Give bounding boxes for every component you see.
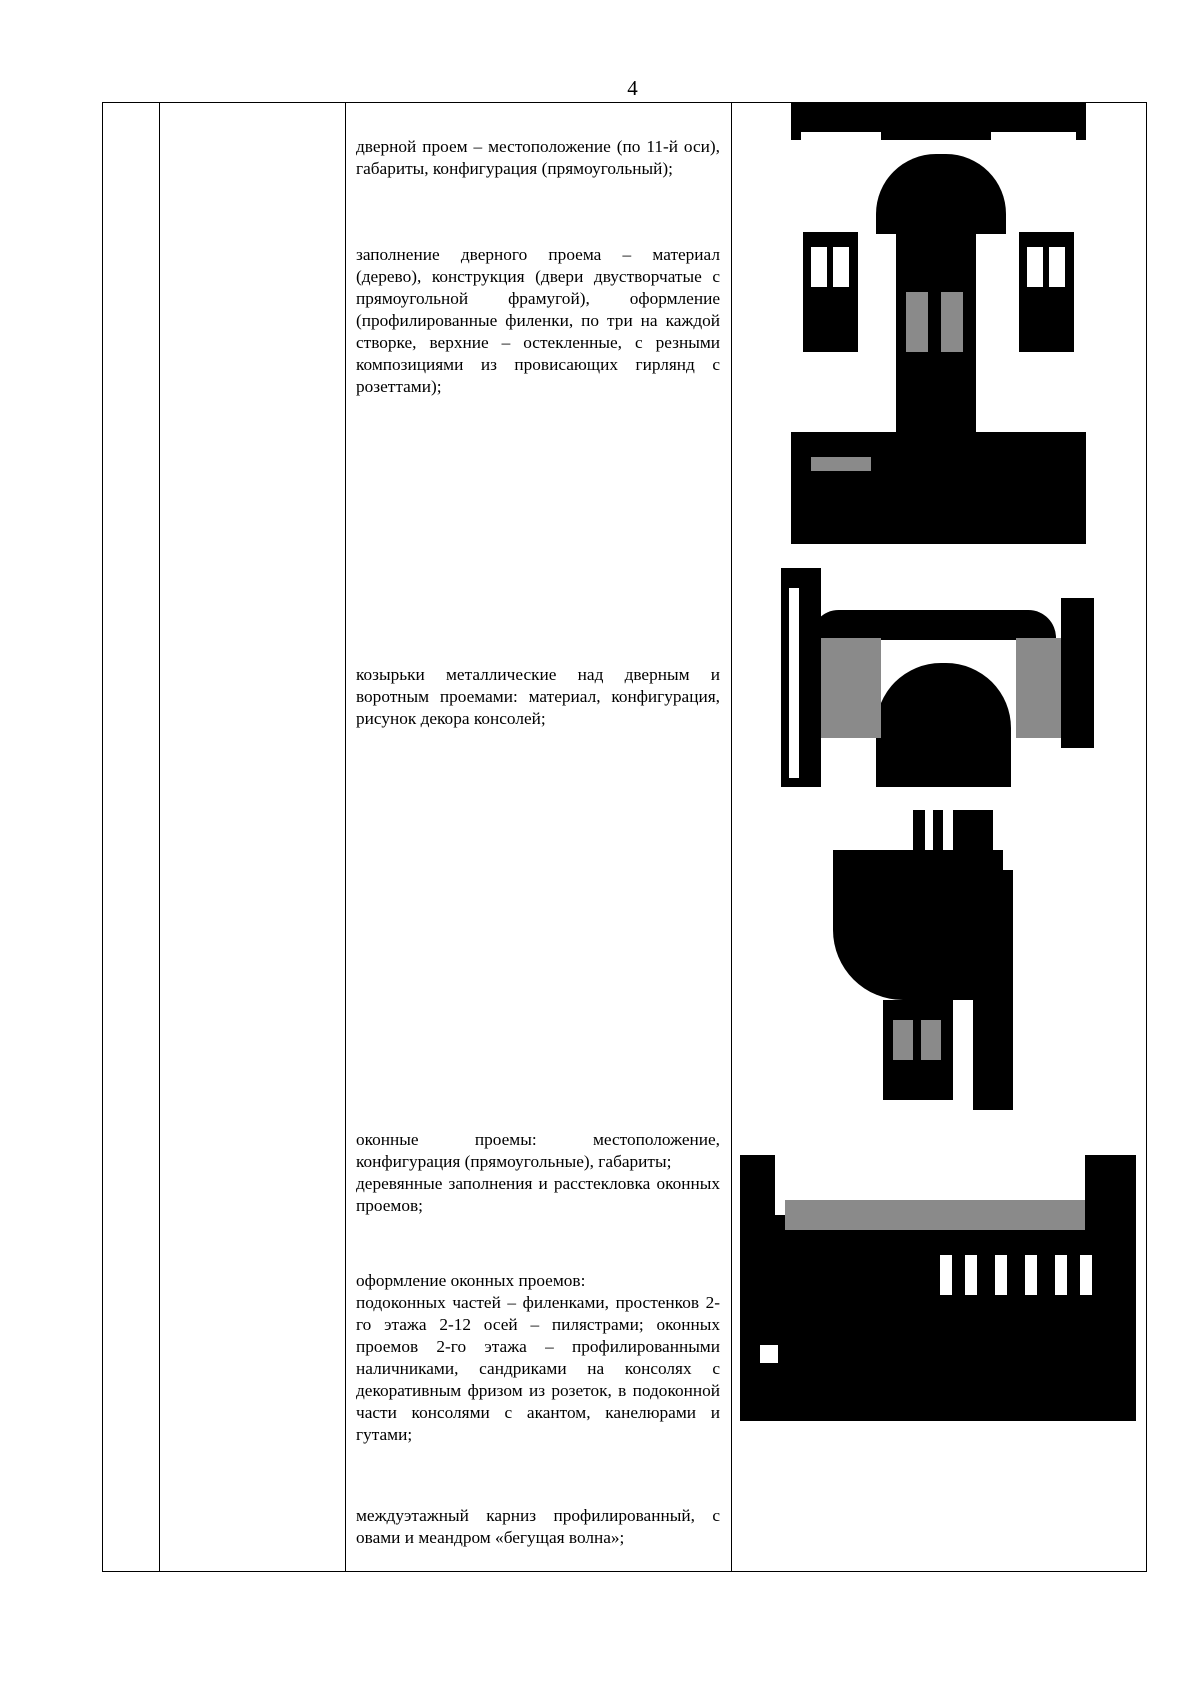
canopy-front-photo xyxy=(781,568,1094,787)
entrance-door-photo xyxy=(791,102,1086,544)
description-line: дверной проем – местоположение (по 11-й оси), габариты, конфигурация (прямоугольный); xyxy=(356,137,720,178)
description-line: деревянные заполнения и расстекловка оконных проемов; xyxy=(356,1174,720,1215)
description-line: козырьки металлические над дверным и воротным проемами: материал, конфигурация, рисунок декора консолей; xyxy=(356,665,720,728)
description-line: заполнение дверного проема – материал (дерево), конструкция (двери двустворчатые с прямоугольной фрамугой), оформление (профилированные филенки, по три на каждой створке, верхние – остекленные, с резными композициями из провисающих гирлянд с розеттами); xyxy=(356,245,720,396)
table-column-divider xyxy=(159,102,160,1572)
description-line: оконные проемы: местоположение, конфигурация (прямоугольные), габариты; xyxy=(356,1130,720,1171)
description-canopies xyxy=(356,664,720,730)
description-door-filling xyxy=(356,244,720,398)
description-door-opening xyxy=(356,136,720,180)
canopy-side-photo xyxy=(823,810,1063,1110)
table-column-divider xyxy=(345,102,346,1572)
description-window-decoration xyxy=(356,1270,720,1446)
table-column-divider xyxy=(731,102,732,1572)
page-number: 4 xyxy=(627,76,638,100)
description-cornice xyxy=(356,1505,720,1549)
description-line: подоконных частей – филенками, простенков 2-го этажа 2-12 осей – пилястрами; оконных проемов 2-го этажа – профилированными наличниками, сандриками на консолях с декоративным фризом из розеток, в подоконной части консолями с акантом, канелюрами и гутами; xyxy=(356,1293,720,1444)
description-window-openings xyxy=(356,1129,720,1217)
description-line: оформление оконных проемов: xyxy=(356,1271,586,1290)
facade-windows-photo xyxy=(740,1155,1136,1421)
description-line: междуэтажный карниз профилированный, с овами и меандром «бегущая волна»; xyxy=(356,1506,720,1547)
